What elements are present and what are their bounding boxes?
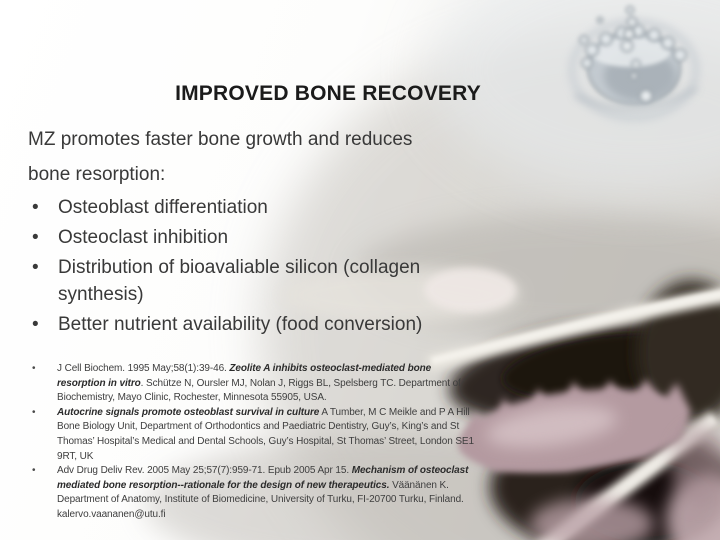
citation-list <box>30 362 477 523</box>
intro-line-1: MZ promotes faster bone growth and reduces <box>28 129 413 150</box>
citation-item-2 <box>30 406 477 464</box>
citation-item-1 <box>30 362 477 406</box>
citation-2-article-title: Autocrine signals promote osteoblast survival in culture <box>57 406 320 418</box>
citation-1-authors: . Schütze N, Oursler MJ, Nolan J, Riggs BL, Spelsberg TC. Department of Biochemistry, Mayo Clinic, Rochester, Minnesota 55905, USA. <box>57 377 461 404</box>
bullet-item-osteoblast: • Osteoblast differentiation <box>30 194 477 221</box>
citation-3-source: Adv Drug Deliv Rev. 2005 May 25;57(7):959-71. Epub 2005 Apr 15. <box>57 465 352 477</box>
intro-line-2: bone resorption: <box>28 164 166 185</box>
bullet-item-nutrient: • Better nutrient availability (food conversion) <box>30 311 477 338</box>
citation-2-authors: A Tumber, M C Meikle and P A Hill Bone Biology Unit, Department of Orthodontics and Paediatric Dentistry, Guy’s, King’s and St Thomas’ Hospital’s Medical and Dental Schools, Guy’s Hospital, St Thomas’ Street, London SE1 9RT, UK <box>57 406 474 462</box>
slide-title: IMPROVED BONE RECOVERY <box>175 82 481 105</box>
citation-3-article-title: Mechanism of osteoclast mediated bone resorption--rationale for the design of new therapeutics. <box>57 465 469 491</box>
citation-3-authors: Väänänen K. Department of Anatomy, Institute of Biomedicine, University of Turku, FI-20700 Turku, Finland. kalervo.vaananen@utu.fi <box>57 479 464 520</box>
citation-1-article-title: Zeolite A inhibits osteoclast-mediated bone resorption in vitro <box>57 363 432 389</box>
citation-item-3 <box>30 464 477 522</box>
bullet-item-silicon: • Distribution of bioavaliable silicon (collagen synthesis) <box>30 254 477 308</box>
intro-paragraph <box>28 122 498 192</box>
bullet-item-osteoclast: • Osteoclast inhibition <box>30 224 477 251</box>
citation-1-source: J Cell Biochem. 1995 May;58(1):39-46. <box>57 363 230 374</box>
bullet-list <box>30 194 477 341</box>
